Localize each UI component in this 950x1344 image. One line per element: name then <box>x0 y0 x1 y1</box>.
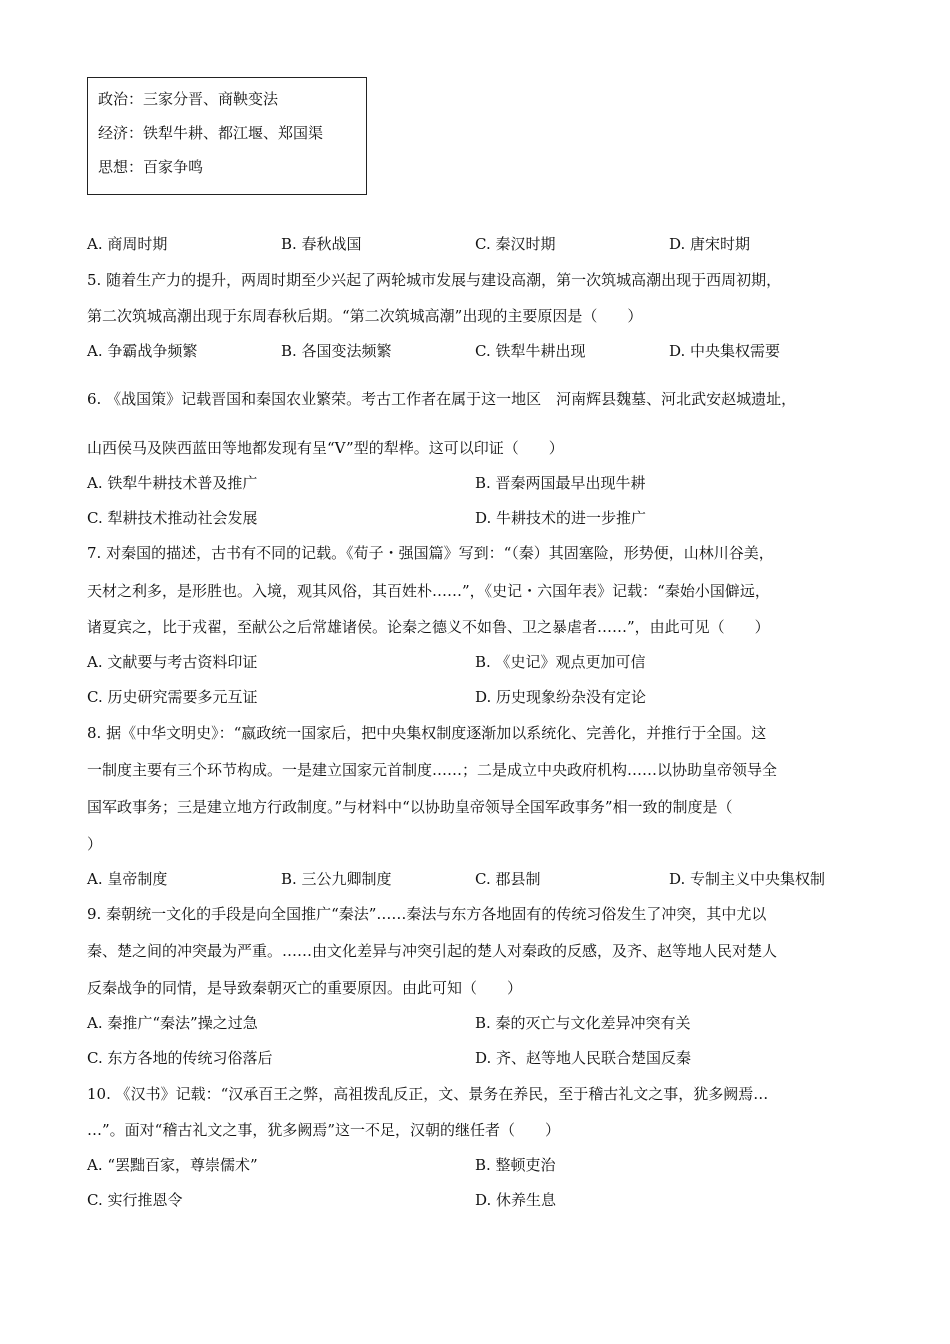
q9-stem-line: 反秦战争的同情，是导致秦朝灭亡的重要原因。由此可知（ ） <box>87 979 523 997</box>
material-politics: 政治：三家分晋、商鞅变法 <box>98 90 279 108</box>
q5-option-a: A. 争霸战争频繁 <box>87 342 198 360</box>
q5-stem-line: 第二次筑城高潮出现于东周春秋后期。“第二次筑城高潮”出现的主要原因是（ ） <box>87 307 643 325</box>
q10-stem-line: 10. 《汉书》记载：“汉承百王之弊，高祖拨乱反正，文、景务在养民，至于稽古礼文之事，犹多阙焉… <box>87 1085 769 1103</box>
q5-stem-line: 5. 随着生产力的提升，两周时期至少兴起了两轮城市发展与建设高潮，第一次筑城高潮出现于西周初期， <box>87 271 782 289</box>
q7-stem-line: 7. 对秦国的描述，古书有不同的记载。《荀子・强国篇》写到：“（秦）其固塞险，形势便，山林川谷美， <box>87 544 774 562</box>
q9-option-a: A. 秦推广“秦法”操之过急 <box>87 1014 258 1032</box>
q6-option-b: B. 晋秦两国最早出现牛耕 <box>475 474 646 492</box>
q9-option-c: C. 东方各地的传统习俗落后 <box>87 1049 273 1067</box>
q10-option-b: B. 整顿吏治 <box>475 1156 556 1174</box>
q4-option-b: B. 春秋战国 <box>281 235 362 253</box>
q8-stem-line: 一制度主要有三个环节构成。一是建立国家元首制度……；二是成立中央政府机构……以协助皇帝领导全 <box>87 761 778 779</box>
material-thought: 思想：百家争鸣 <box>98 158 204 176</box>
q7-option-d: D. 历史现象纷杂没有定论 <box>475 688 647 706</box>
q4-option-a: A. 商周时期 <box>87 235 168 253</box>
q5-option-d: D. 中央集权需要 <box>669 342 781 360</box>
q8-option-a: A. 皇帝制度 <box>87 870 168 888</box>
q6-option-a: A. 铁犁牛耕技术普及推广 <box>87 474 258 492</box>
q8-stem-line: ） <box>87 835 103 853</box>
q5-option-b: B. 各国变法频繁 <box>281 342 392 360</box>
q5-option-c: C. 铁犁牛耕出现 <box>475 342 586 360</box>
q4-option-c: C. 秦汉时期 <box>475 235 556 253</box>
q8-stem-line: 8. 据《中华文明史》：“嬴政统一国家后，把中央集权制度逐渐加以系统化、完善化，并推行于全国。这 <box>87 724 767 742</box>
material-box <box>87 77 367 195</box>
q9-stem-line: 秦、楚之间的冲突最为严重。……由文化差异与冲突引起的楚人对秦政的反感，及齐、赵等地人民对楚人 <box>87 942 778 960</box>
q7-stem-line: 天材之利多，是形胜也。入境，观其风俗，其百姓朴……”，《史记・六国年表》记载：“秦始小国僻远， <box>87 582 770 600</box>
q9-stem-line: 9. 秦朝统一文化的手段是向全国推广“秦法”……秦法与东方各地固有的传统习俗发生了冲突，其中尤以 <box>87 905 767 923</box>
q9-option-b: B. 秦的灭亡与文化差异冲突有关 <box>475 1014 691 1032</box>
q8-option-c: C. 郡县制 <box>475 870 541 888</box>
q6-stem-line: 6. 《战国策》记载晋国和秦国农业繁荣。考古工作者在属于这一地区 河南辉县魏墓、河北武安赵城遗址， <box>87 390 797 408</box>
q10-option-a: A. “罢黜百家，尊崇儒术” <box>87 1156 258 1174</box>
q7-stem-line: 诸夏宾之，比于戎翟，至献公之后常雄诸侯。论秦之德义不如鲁、卫之暴虐者……”，由此可见（ ） <box>87 618 770 636</box>
q10-option-d: D. 休养生息 <box>475 1191 557 1209</box>
q7-option-a: A. 文献要与考古资料印证 <box>87 653 258 671</box>
q8-option-b: B. 三公九卿制度 <box>281 870 392 888</box>
q7-option-c: C. 历史研究需要多元互证 <box>87 688 258 706</box>
q7-option-b: B. 《史记》观点更加可信 <box>475 653 646 671</box>
q10-stem-line: …”。面对“稽古礼文之事，犹多阙焉”这一不足，汉朝的继任者（ ） <box>87 1121 561 1139</box>
q9-option-d: D. 齐、赵等地人民联合楚国反秦 <box>475 1049 692 1067</box>
q6-option-d: D. 牛耕技术的进一步推广 <box>475 509 647 527</box>
q4-option-d: D. 唐宋时期 <box>669 235 751 253</box>
q8-option-d: D. 专制主义中央集权制 <box>669 870 826 888</box>
q10-option-c: C. 实行推恩令 <box>87 1191 183 1209</box>
material-economy: 经济：铁犁牛耕、都江堰、郑国渠 <box>98 124 324 142</box>
q6-option-c: C. 犁耕技术推动社会发展 <box>87 509 258 527</box>
q8-stem-line: 国军政事务；三是建立地方行政制度。”与材料中“以协助皇帝领导全国军政事务”相一致的制度是（ <box>87 798 733 816</box>
q6-stem-line: 山西侯马及陕西蓝田等地都发现有呈“V”型的犁桦。这可以印证（ ） <box>87 439 564 457</box>
